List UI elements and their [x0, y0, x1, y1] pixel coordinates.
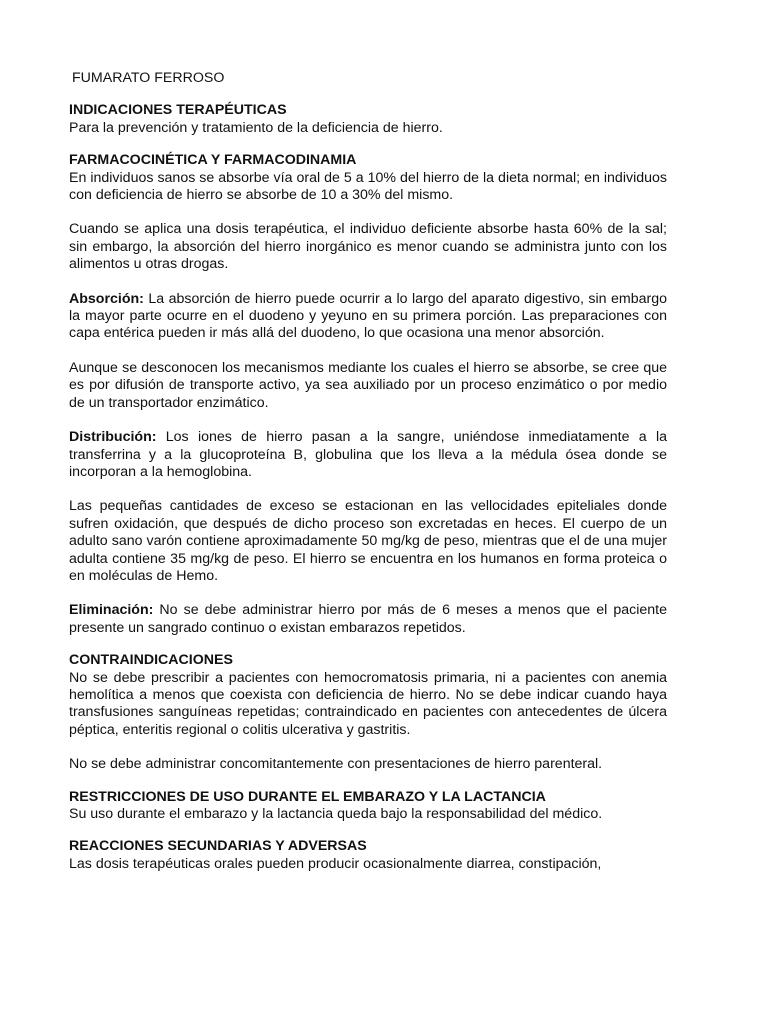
paragraph-hierro-parenteral: No se debe administrar concomitantemente con presentaciones de hierro parenteral. [69, 756, 603, 773]
label-distribucion: Distribución: [69, 429, 157, 446]
paragraph-mecanismos: Aunque se desconocen los mecanismos mediante los cuales el hierro se absorbe, se cree que es por difusión de transporte activo, ya sea auxiliado por un proceso enzimático o por medio de un transportador enzimático. [69, 359, 667, 411]
paragraph-exceso: Las pequeñas cantidades de exceso se estacionan en las vellocidades epiteliales donde sufren oxidación, que después de dicho proceso son excretadas en heces. El cuerpo de un adulto sano varón contiene aproximadamente 50 mg/kg de peso, mientras que el de una mujer adulta contiene 35 mg/kg de peso. El hierro se encuentra en los humanos en forma proteica o en moléculas de Hemo. [69, 498, 667, 584]
text-distribucion: Los iones de hierro pasan a la sangre, uniéndose inmediatamente a la transferrina y a la glucoproteína B, globulina que los lleva a la médula ósea donde se incorporan a la hemoglobina. [69, 429, 667, 480]
heading-restricciones: RESTRICCIONES DE USO DURANTE EL EMBARAZO Y LA LACTANCIA [69, 788, 546, 805]
paragraph-indicaciones: Para la prevención y tratamiento de la deficiencia de hierro. [69, 119, 443, 136]
paragraph-dosis-terapeutica: Cuando se aplica una dosis terapéutica, el individuo deficiente absorbe hasta 60% de la sal; sin embargo, la absorción del hierro inorgánico es menor cuando se administra junto con los alimentos u otras drogas. [69, 221, 667, 273]
paragraph-distribucion [69, 429, 667, 481]
paragraph-absorcion [69, 291, 667, 343]
paragraph-restricciones: Su uso durante el embarazo y la lactancia queda bajo la responsabilidad del médico. [69, 806, 603, 822]
text-eliminacion: No se debe administrar hierro por más de 6 meses a menos que el paciente presente un sangrado continuo o existan embarazos repetidos. [69, 602, 667, 636]
heading-contraindicaciones: CONTRAINDICACIONES [69, 652, 233, 669]
document-body [69, 70, 667, 873]
label-absorcion: Absorción: [69, 290, 144, 307]
paragraph-contraindicaciones: No se debe prescribir a pacientes con hemocromatosis primaria, ni a pacientes con anemia hemolítica a menos que coexista con deficiencia de hierro. No se debe indicar cuando haya transfusiones sanguíneas repetidas; contraindicado en pacientes con antecedentes de úlcera péptica, enteritis regional o colitis ulcerativa y gastritis. [69, 669, 667, 738]
heading-reacciones: REACCIONES SECUNDARIAS Y ADVERSAS [69, 838, 367, 855]
text-absorcion: La absorción de hierro puede ocurrir a lo largo del aparato digestivo, sin embargo la mayor parte ocurre en el duodeno y yeyuno en su primera porción. Las preparaciones con capa entérica pueden ir más allá del duodeno, lo que ocasiona una menor absorción. [69, 290, 667, 342]
heading-farmacocinetica: FARMACOCINÉTICA Y FARMACODINAMIA [69, 152, 357, 169]
paragraph-reacciones: Las dosis terapéuticas orales pueden producir ocasionalmente diarrea, constipación, [69, 855, 602, 872]
document-title: FUMARATO FERROSO [72, 70, 225, 86]
paragraph-absorcion-oral: En individuos sanos se absorbe vía oral de 5 a 10% del hierro de la dieta normal; en individuos con deficiencia de hierro se absorbe de 10 a 30% del mismo. [69, 169, 667, 204]
label-eliminacion: Eliminación: [69, 602, 154, 619]
paragraph-eliminacion [69, 602, 667, 637]
heading-indicaciones: INDICACIONES TERAPÉUTICAS [69, 102, 287, 119]
